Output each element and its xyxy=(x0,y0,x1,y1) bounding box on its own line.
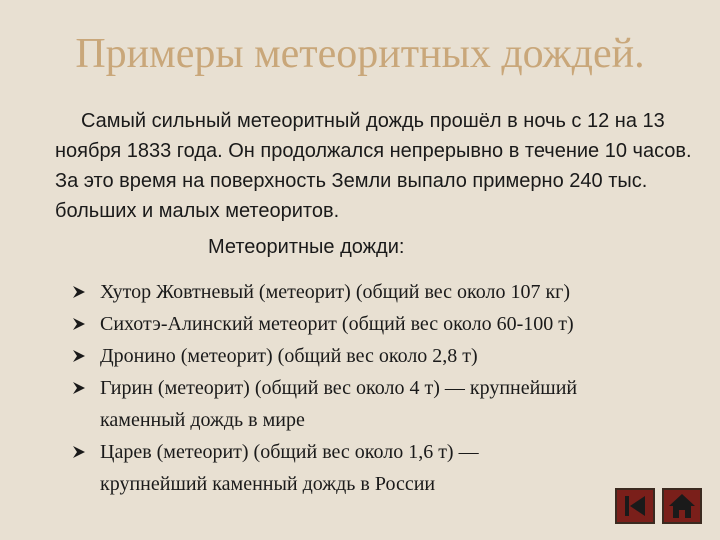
list-item-text: Дронино (метеорит) (общий вес около 2,8 т) xyxy=(100,345,478,367)
list-item-text: Хутор Жовтневый (метеорит) (общий вес около 107 кг) xyxy=(100,281,571,303)
arrow-bullet-icon xyxy=(72,285,86,299)
arrow-bullet-icon xyxy=(72,381,86,395)
meteor-shower-list xyxy=(72,276,702,500)
home-icon xyxy=(664,490,700,522)
arrow-bullet-icon xyxy=(72,349,86,363)
list-item-text: Гирин (метеорит) (общий вес около 4 т) — крупнейший xyxy=(100,377,578,399)
list-item-text-continued: каменный дождь в мире xyxy=(100,409,305,431)
slide-title: Примеры метеоритных дождей. xyxy=(75,31,645,77)
back-button[interactable] xyxy=(615,488,655,524)
list-item xyxy=(72,436,702,500)
arrow-bullet-icon xyxy=(72,317,86,331)
list-heading: Метеоритные дожди: xyxy=(208,236,405,258)
home-button[interactable] xyxy=(662,488,702,524)
intro-paragraph: Самый сильный метеоритный дождь прошёл в ночь с 12 на 13 ноября 1833 года. Он продолжался непрерывно в течение 10 часов. За это время на поверхность Земли выпало примерно 240 тыс. больших и малых метеоритов. xyxy=(55,110,692,222)
list-item-text: Царев (метеорит) (общий вес около 1,6 т) — xyxy=(100,441,479,463)
arrow-bullet-icon xyxy=(72,445,86,459)
list-item xyxy=(72,372,702,436)
list-item xyxy=(72,340,702,372)
list-item xyxy=(72,308,702,340)
list-item-text: Сихотэ-Алинский метеорит (общий вес около 60-100 т) xyxy=(100,313,574,335)
skip-back-icon xyxy=(617,490,653,522)
list-item xyxy=(72,276,702,308)
list-item-text-continued: крупнейший каменный дождь в России xyxy=(100,473,436,495)
